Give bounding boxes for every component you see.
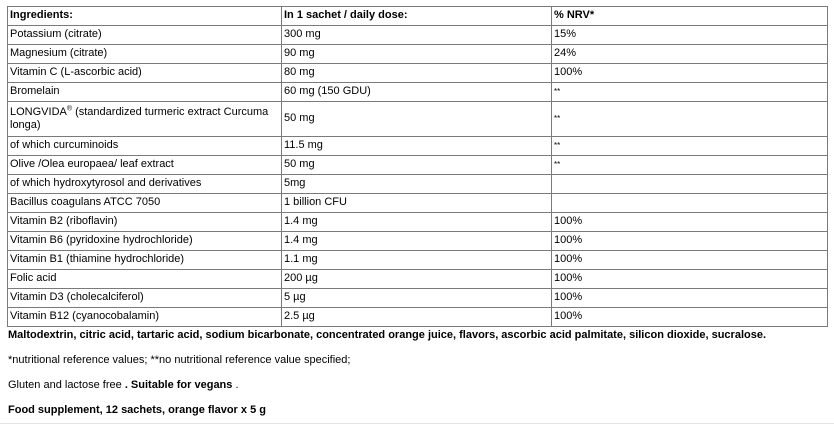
ingredient-name: Potassium (citrate) <box>8 26 282 45</box>
ingredient-dose: 1.4 mg <box>282 232 552 251</box>
ingredient-name: Vitamin B2 (riboflavin) <box>8 213 282 232</box>
ingredient-dose: 60 mg (150 GDU) <box>282 83 552 102</box>
ingredient-name: Bacillus coagulans ATCC 7050 <box>8 194 282 213</box>
ingredients-table <box>7 6 828 327</box>
table-row <box>8 26 828 45</box>
ingredient-nrv: 15% <box>552 26 828 45</box>
ingredient-name: Vitamin B12 (cyanocobalamin) <box>8 308 282 327</box>
ingredient-nrv: 24% <box>552 45 828 64</box>
ingredient-name <box>8 102 282 137</box>
ingredient-nrv: 100% <box>552 232 828 251</box>
ingredient-dose: 90 mg <box>282 45 552 64</box>
table-row <box>8 308 828 327</box>
table-row <box>8 156 828 175</box>
ingredient-dose: 1 billion CFU <box>282 194 552 213</box>
ingredient-dose: 1.4 mg <box>282 213 552 232</box>
ingredient-dose: 50 mg <box>282 102 552 137</box>
supplement-facts <box>7 6 827 417</box>
ingredient-dose: 1.1 mg <box>282 251 552 270</box>
header-dose: In 1 sachet / daily dose: <box>282 7 552 26</box>
ingredient-name: Vitamin B1 (thiamine hydrochloride) <box>8 251 282 270</box>
table-row <box>8 213 828 232</box>
ingredient-dose: 300 mg <box>282 26 552 45</box>
ingredient-name: Folic acid <box>8 270 282 289</box>
product-description: Food supplement, 12 sachets, orange flavor x 5 g <box>8 404 266 416</box>
ingredient-name: Vitamin C (L-ascorbic acid) <box>8 64 282 83</box>
ingredient-nrv: 100% <box>552 213 828 232</box>
table-row <box>8 175 828 194</box>
table-row <box>8 137 828 156</box>
ingredient-nrv: 100% <box>552 270 828 289</box>
ingredient-dose: 5mg <box>282 175 552 194</box>
ingredient-nrv: 100% <box>552 251 828 270</box>
ingredient-nrv: ** <box>552 102 828 137</box>
ingredient-nrv: 100% <box>552 289 828 308</box>
table-row <box>8 232 828 251</box>
dietary-info <box>8 378 827 392</box>
table-row <box>8 270 828 289</box>
ingredient-dose: 80 mg <box>282 64 552 83</box>
ingredient-nrv: ** <box>552 137 828 156</box>
table-row <box>8 102 828 137</box>
ingredient-name: Vitamin D3 (cholecalciferol) <box>8 289 282 308</box>
registered-mark: ® <box>66 104 73 112</box>
header-nrv: % NRV* <box>552 7 828 26</box>
header-ingredients: Ingredients: <box>8 7 282 26</box>
ingredient-name-detail: (standardized turmeric extract Curcuma longa) <box>10 105 269 131</box>
bottom-divider <box>0 423 834 424</box>
ingredient-nrv: 100% <box>552 64 828 83</box>
ingredient-nrv <box>552 194 828 213</box>
table-header-row <box>8 7 828 26</box>
ingredient-name: of which curcuminoids <box>8 137 282 156</box>
table-row <box>8 83 828 102</box>
ingredient-nrv: 100% <box>552 308 828 327</box>
ingredient-name: Bromelain <box>8 83 282 102</box>
ingredient-name: Vitamin B6 (pyridoxine hydrochloride) <box>8 232 282 251</box>
ingredient-nrv: ** <box>552 156 828 175</box>
table-row <box>8 45 828 64</box>
table-row <box>8 289 828 308</box>
ingredient-name: Olive /Olea europaea/ leaf extract <box>8 156 282 175</box>
dietary-tail: . <box>232 379 239 391</box>
ingredient-dose: 200 µg <box>282 270 552 289</box>
ingredient-name: of which hydroxytyrosol and derivatives <box>8 175 282 194</box>
table-row <box>8 251 828 270</box>
ingredient-nrv <box>552 175 828 194</box>
table-row <box>8 194 828 213</box>
ingredient-dose: 11.5 mg <box>282 137 552 156</box>
ingredient-dose: 50 mg <box>282 156 552 175</box>
nrv-footnote: *nutritional reference values; **no nutritional reference value specified; <box>8 354 351 366</box>
ingredient-dose: 5 µg <box>282 289 552 308</box>
ingredient-dose: 2.5 µg <box>282 308 552 327</box>
ingredient-name: Magnesium (citrate) <box>8 45 282 64</box>
brand-name: LONGVIDA <box>10 105 67 118</box>
vegan-statement: . Suitable for vegans <box>124 379 233 391</box>
excipients-text: Maltodextrin, citric acid, tartaric acid, sodium bicarbonate, concentrated orange juice, flavors, ascorbic acid palmitate, silicon dioxide, sucralose. <box>8 329 767 341</box>
table-row <box>8 64 828 83</box>
ingredient-nrv: ** <box>552 83 828 102</box>
gluten-lactose-free: Gluten and lactose free <box>8 379 122 391</box>
